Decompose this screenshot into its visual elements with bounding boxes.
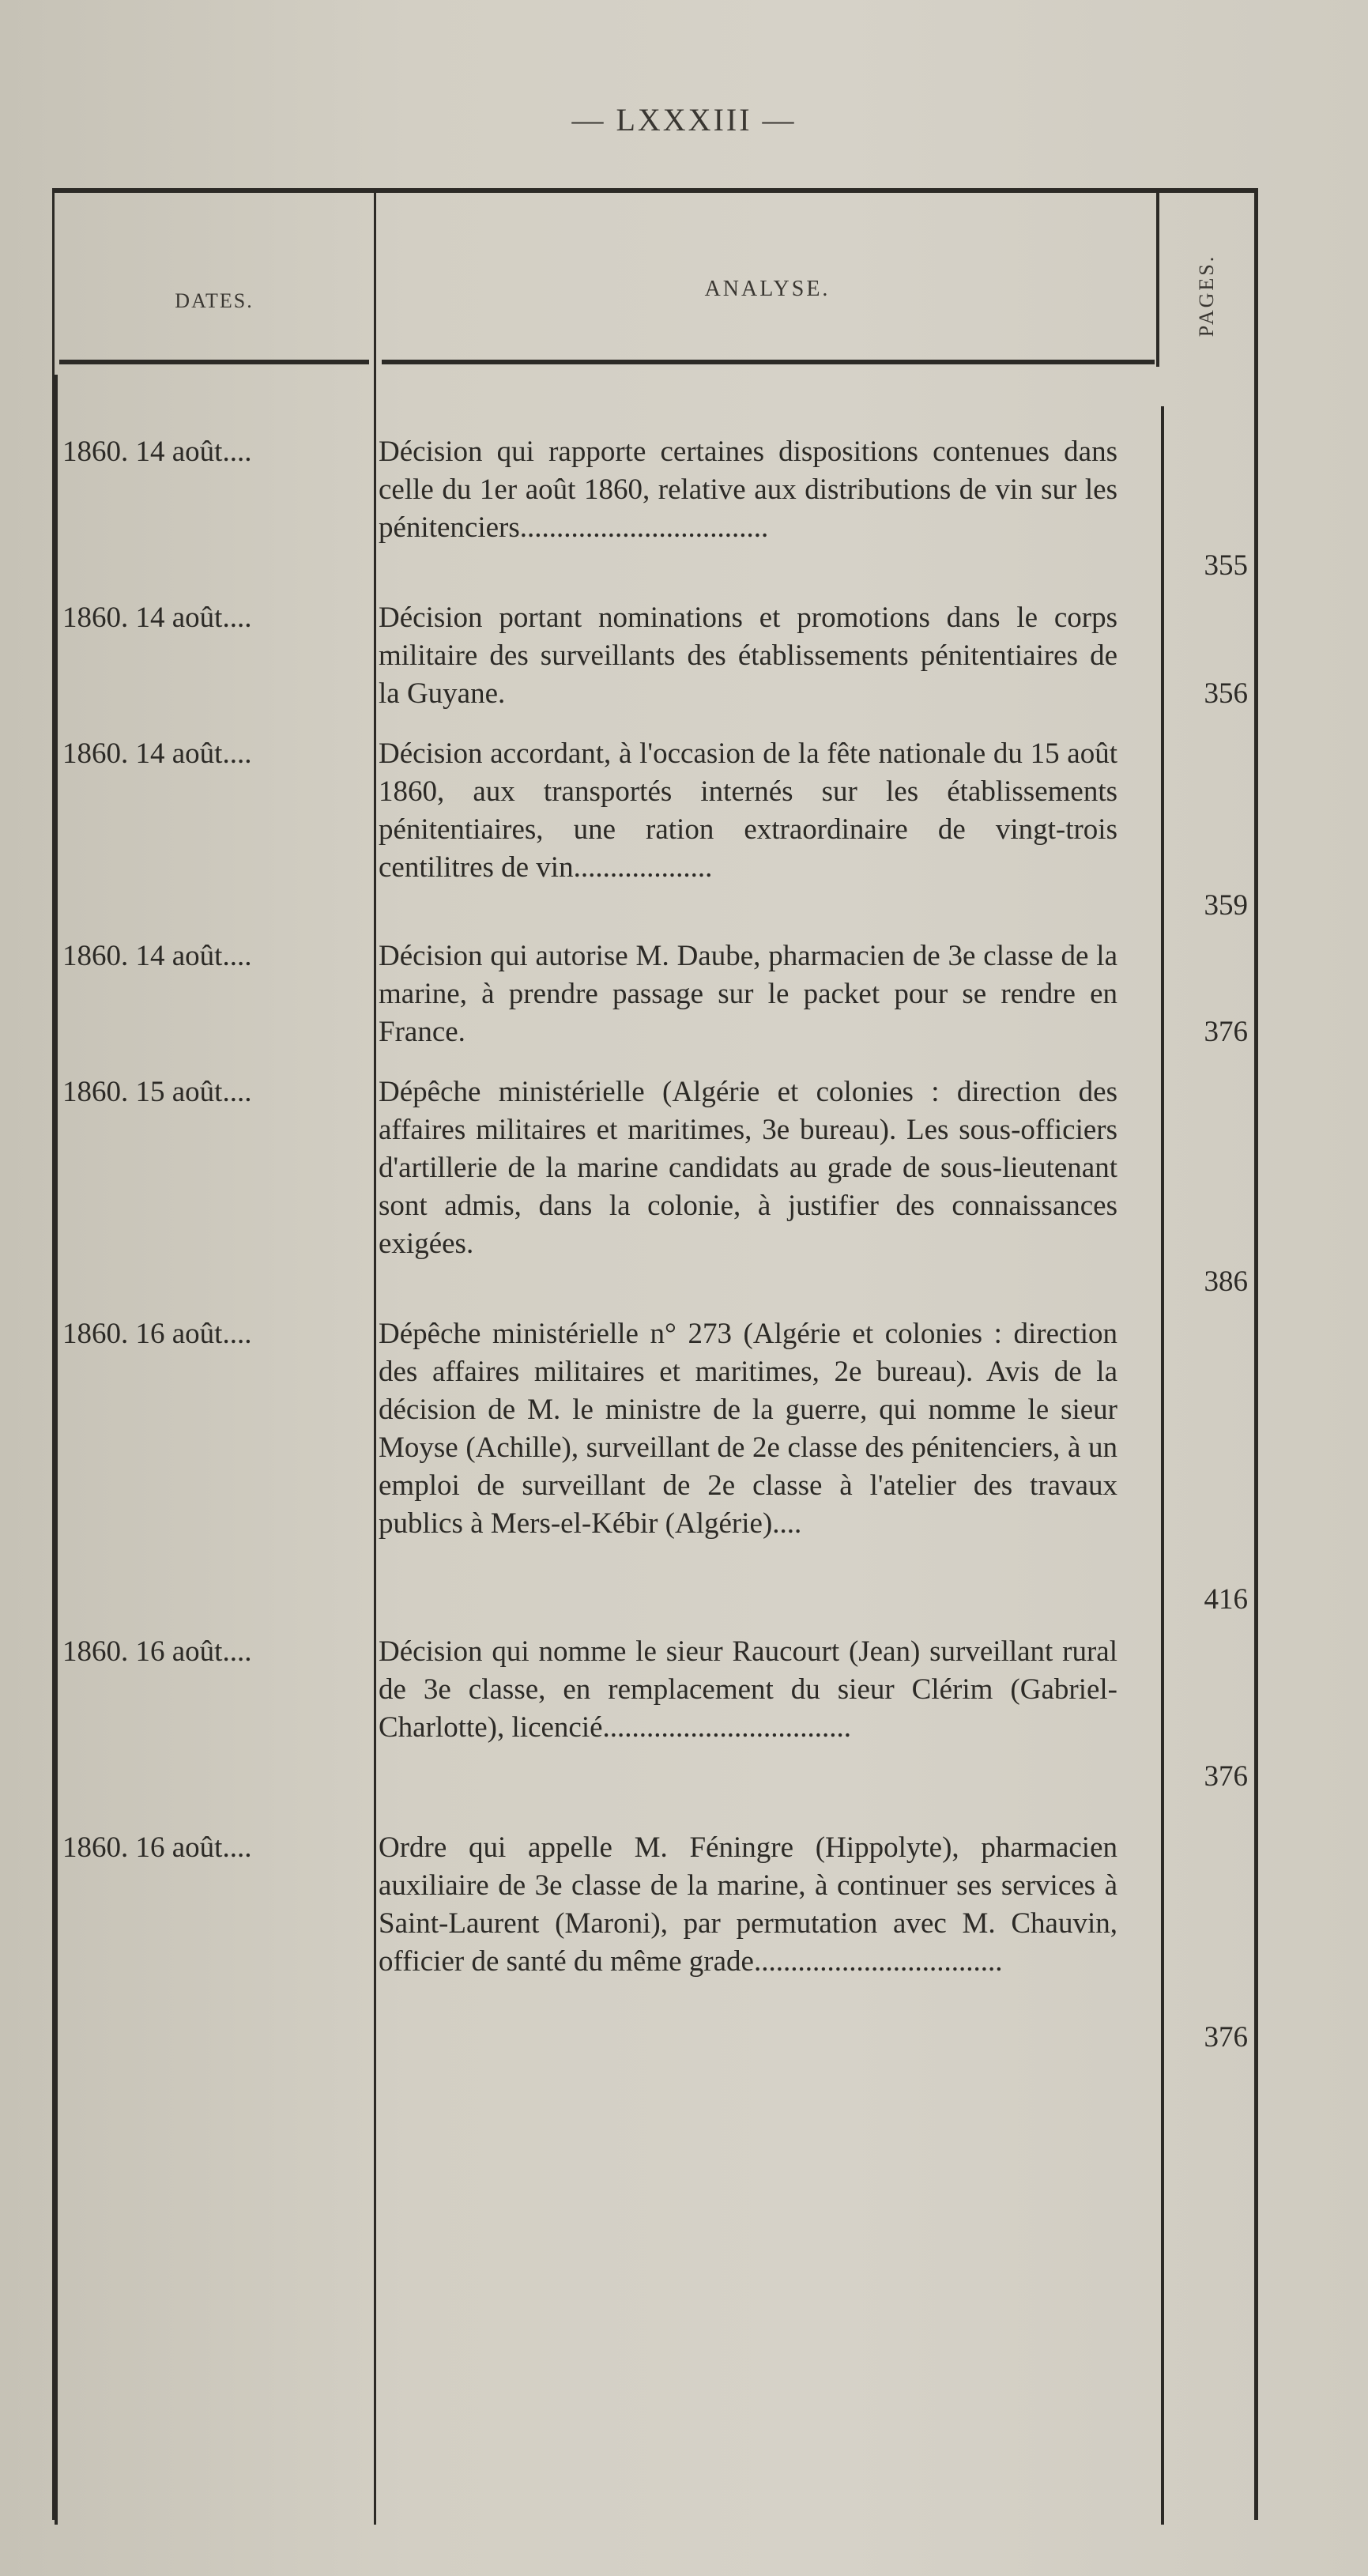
left-rule <box>55 375 58 2525</box>
column-header-pages <box>1159 224 1254 367</box>
entry-date: 1860. 15 août.... <box>62 1076 252 1108</box>
column-divider-dates <box>374 193 376 2525</box>
entry-page: 376 <box>1204 1760 1248 1793</box>
entry-page: 376 <box>1204 1016 1248 1048</box>
column-header-dates: DATES. <box>175 289 254 312</box>
entry-page: 416 <box>1204 1583 1248 1616</box>
entry-page: 386 <box>1204 1265 1248 1298</box>
column-divider-pages <box>1161 406 1164 2525</box>
running-title: — LXXXIII — <box>571 102 797 138</box>
header-rule-analyse <box>382 360 1155 364</box>
entry-text: Ordre qui appelle M. Féningre (Hippolyte), pharmacien auxiliaire de 3e classe de la marine, à continuer ses services à Saint-Laurent (Maroni), par permutation avec M. Chauvin, officier de santé du même grade.................................. <box>379 1831 1117 1978</box>
header-rule-dates <box>59 360 369 364</box>
entry-date: 1860. 16 août.... <box>62 1318 252 1350</box>
entry-date: 1860. 16 août.... <box>62 1635 252 1668</box>
entry-text: Décision accordant, à l'occasion de la fête nationale du 15 août 1860, aux transportés internés sur les établissements pénitentiaires, une ration extraordinaire de vingt-trois centilitres de vin................... <box>379 737 1117 884</box>
entry-date: 1860. 14 août.... <box>62 737 252 770</box>
entry-date: 1860. 14 août.... <box>62 436 252 468</box>
entry-page: 376 <box>1204 2021 1248 2054</box>
entry-text: Décision qui nomme le sieur Raucourt (Jean) surveillant rural de 3e classe, en remplacement du sieur Clérim (Gabriel-Charlotte), licencié.................................. <box>379 1635 1117 1744</box>
column-header-pages-label: PAGES. <box>1195 254 1218 338</box>
table-frame <box>52 188 1258 2520</box>
column-header-analyse: ANALYSE. <box>704 277 831 301</box>
column-divider-pages-header <box>1156 193 1159 367</box>
entry-text: Dépêche ministérielle (Algérie et colonies : direction des affaires militaires et maritimes, 3e bureau). Les sous-officiers d'artillerie de la marine candidats au grade de sous-lieutenant sont admis, dans la colonie, à justifier des connaissances exigées. <box>379 1076 1117 1260</box>
entry-text: Décision qui autorise M. Daube, pharmacien de 3e classe de la marine, à prendre passage sur le packet pour se rendre en France. <box>379 940 1117 1048</box>
entry-text: Décision qui rapporte certaines dispositions contenues dans celle du 1er août 1860, relative aux distributions de vin sur les pénitenciers.................................. <box>379 436 1117 544</box>
entry-page: 355 <box>1204 549 1248 582</box>
entry-date: 1860. 14 août.... <box>62 940 252 972</box>
entry-page: 359 <box>1204 889 1248 922</box>
entry-text: Dépêche ministérielle n° 273 (Algérie et colonies : direction des affaires militaires et maritimes, 2e bureau). Avis de la décision de M. le ministre de la guerre, qui nomme le sieur Moyse (Achille), surveillant de 2e classe des pénitenciers, à un emploi de surveillant de 2e classe à l'atelier des travaux publics à Mers-el-Kébir (Algérie).... <box>379 1318 1117 1540</box>
entry-date: 1860. 14 août.... <box>62 602 252 634</box>
entry-page: 356 <box>1204 677 1248 710</box>
entry-text: Décision portant nominations et promotions dans le corps militaire des surveillants des établissements pénitentiaires de la Guyane. <box>379 602 1117 710</box>
entry-date: 1860. 16 août.... <box>62 1831 252 1864</box>
